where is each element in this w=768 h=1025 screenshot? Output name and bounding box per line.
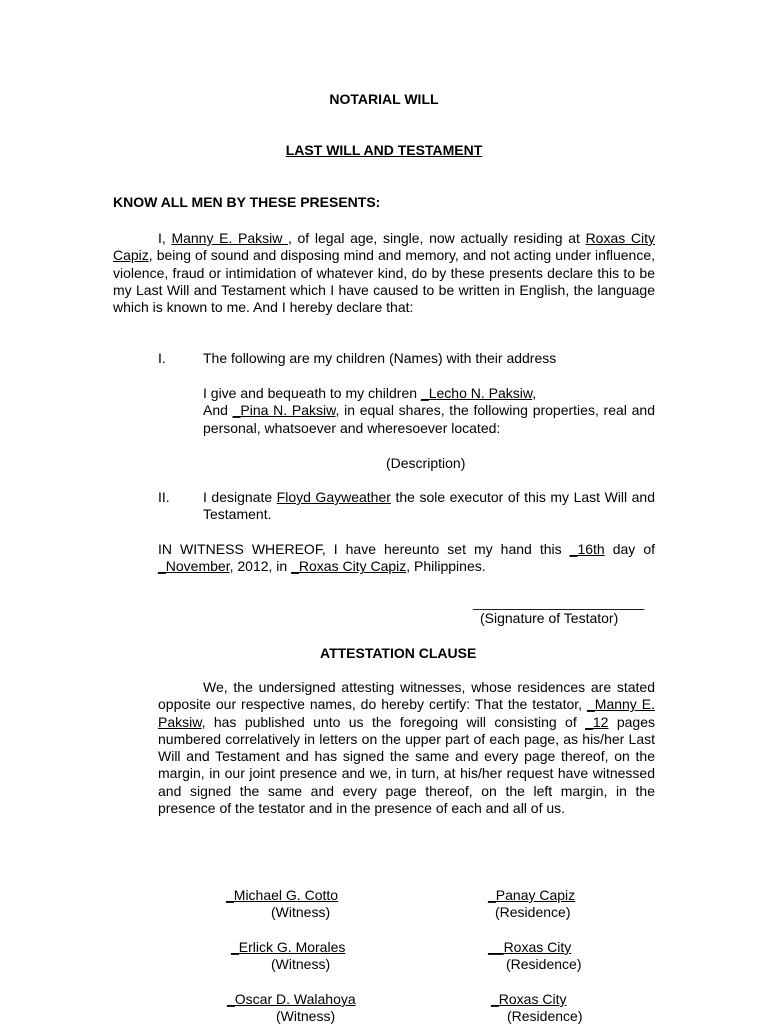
witness-2-residence-label: (Residence) bbox=[506, 956, 582, 972]
description-label: (Description) bbox=[386, 455, 466, 471]
witness-1-residence-label: (Residence) bbox=[495, 904, 571, 920]
intro-paragraph: I, Manny E. Paksiw , of legal age, single, now actually residing at Roxas City Capiz, being of sound and disposing mind and memory, and not acting under influence, violence, fraud or intimidation of whatever kind, do by these presents declare this to be my Last Will and Testament which I have caused to be written in English, the language which is known to me. And I hereby declare that: bbox=[113, 230, 656, 316]
testator-name: Manny E. Paksiw bbox=[171, 230, 288, 246]
attestation-paragraph: We, the undersigned attesting witnesses, whose residences are stated opposite our respective names, do hereby certify: That the testator, _Manny E. Paksiw, has published unto us the foregoing will consisting of _12 pages numbered correlatively in letters on the upper part of each page, as his/her Last Will and Testament and has signed the same and every page thereof, on the margin, in our joint presence and we, in turn, at his/her request have witnessed and signed the same and every page thereof, on the left margin, in the presence of the testator and in the presence of each and all of us. bbox=[158, 679, 655, 817]
bequeath-paragraph: I give and bequeath to my children _Lecho N. Paksiw, And _Pina N. Paksiw, in equal shares, the following properties, real and personal, whatsoever and wheresoever located: bbox=[203, 385, 655, 436]
executor-paragraph: I designate Floyd Gayweather the sole executor of this my Last Will and Testament. bbox=[203, 489, 656, 523]
signature-label: (Signature of Testator) bbox=[480, 610, 619, 626]
signing-place: _Roxas City Capiz bbox=[291, 558, 407, 575]
page-count: _12 bbox=[585, 713, 609, 730]
witness-whereof-paragraph: IN WITNESS WHEREOF, I have hereunto set my hand this _16th day of _November, 2012, in _Roxas City Capiz, Philippines. bbox=[158, 541, 655, 575]
witness-2-residence: __Roxas City bbox=[488, 939, 572, 955]
attestation-testator: _Manny E. Paksiw bbox=[158, 696, 655, 730]
testator-residence: Roxas City Capiz bbox=[113, 230, 656, 264]
witness-2-name: _Erlick G. Morales bbox=[231, 939, 346, 955]
child-2-name: _Pina N. Paksiw bbox=[232, 402, 336, 419]
witness-2-label: (Witness) bbox=[271, 956, 331, 972]
know-all-heading: KNOW ALL MEN BY THESE PRESENTS: bbox=[113, 194, 381, 210]
item-2-number: II. bbox=[158, 489, 170, 505]
item-1-number: I. bbox=[158, 350, 166, 366]
signing-month: _November bbox=[158, 558, 230, 575]
item-1-text: The following are my children (Names) with their address bbox=[203, 350, 557, 366]
witness-3-residence-label: (Residence) bbox=[507, 1008, 583, 1024]
signing-day: _16th bbox=[569, 541, 605, 557]
witness-1-name: _Michael G. Cotto bbox=[226, 887, 339, 903]
document-subtitle: LAST WILL AND TESTAMENT bbox=[285, 142, 483, 158]
witness-3-label: (Witness) bbox=[276, 1008, 336, 1024]
witness-1-label: (Witness) bbox=[271, 904, 331, 920]
witness-1-residence: _Panay Capiz bbox=[488, 887, 576, 903]
witness-3-name: _Oscar D. Walahoya bbox=[227, 991, 356, 1007]
attestation-heading: ATTESTATION CLAUSE bbox=[320, 645, 477, 661]
executor-name: Floyd Gayweather bbox=[276, 489, 391, 505]
child-1-name: _Lecho N. Paksiw bbox=[420, 385, 533, 401]
witness-3-residence: _Roxas City bbox=[491, 991, 567, 1007]
signature-line: ______________________ bbox=[473, 594, 645, 610]
document-title: NOTARIAL WILL bbox=[329, 91, 439, 107]
